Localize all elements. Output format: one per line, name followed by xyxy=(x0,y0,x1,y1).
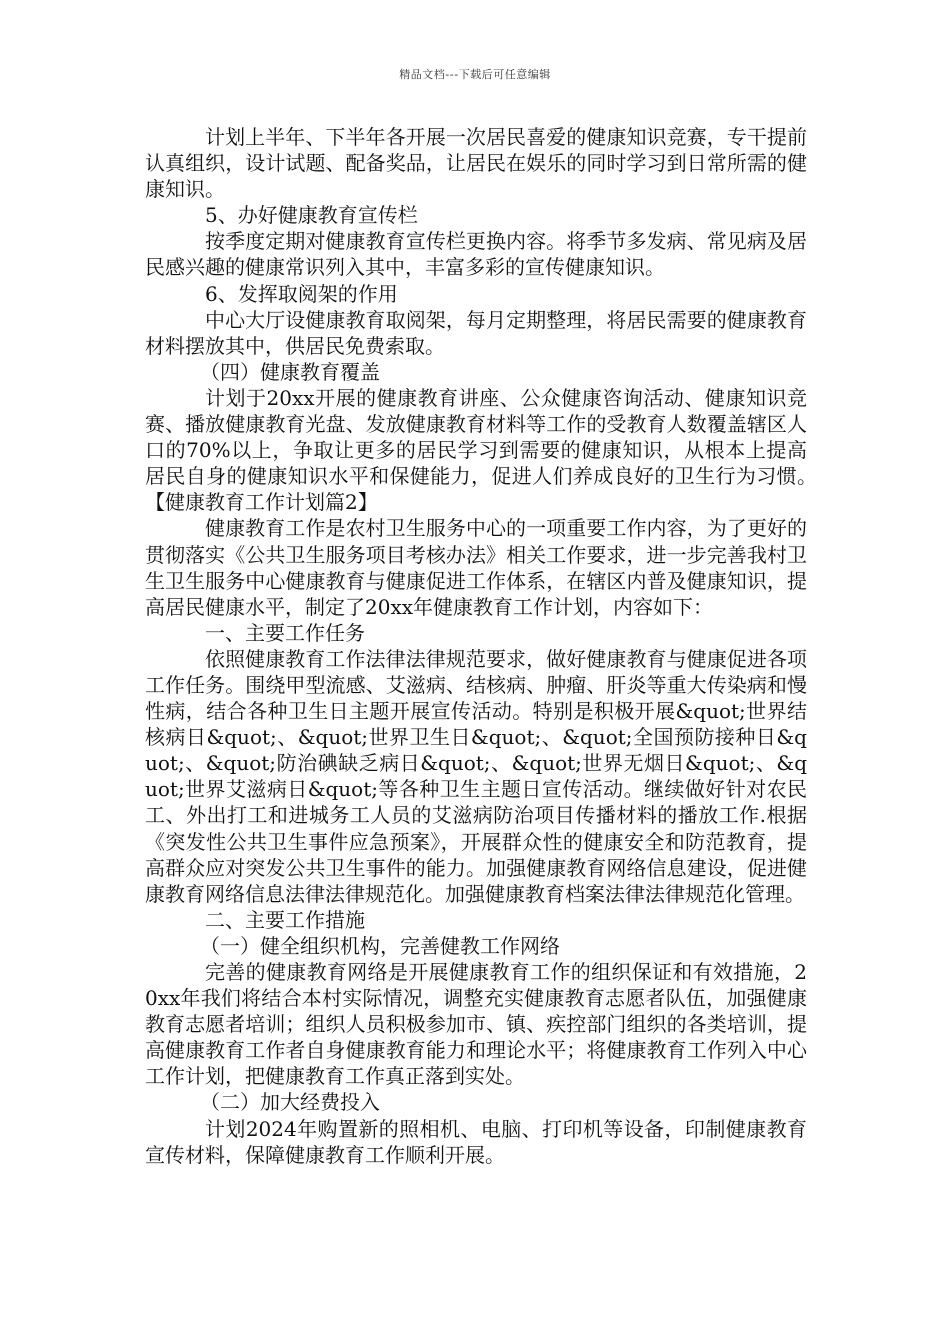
paragraph-funding: 计划2024年购置新的照相机、电脑、打印机等设备，印制健康教育宣传材料，保障健康教育工作顺利开展。 xyxy=(145,1116,807,1167)
paragraph-intro-plan-2: 健康教育工作是农村卫生服务中心的一项重要工作内容，为了更好的贯彻落实《公共卫生服务项目考核办法》相关工作要求，进一步完善我村卫生卫生服务中心健康教育与健康促进工作体系，在辖区内普及健康知识，提高居民健康水平，制定了20xx年健康教育工作计划，内容如下： xyxy=(145,516,807,619)
document-body xyxy=(145,124,847,1168)
paragraph-bulletin-board: 按季度定期对健康教育宣传栏更换内容。将季节多发病、常见病及居民感兴趣的健康常识列入其中，丰富多彩的宣传健康知识。 xyxy=(145,229,807,280)
heading-reading-rack: 6、发挥取阅架的作用 xyxy=(205,281,398,306)
paragraph-reading-rack: 中心大厅设健康教育取阅架，每月定期整理，将居民需要的健康教育材料摆放其中，供居民免费索取。 xyxy=(145,307,807,358)
paragraph-main-tasks: 依照健康教育工作法律法律规范要求，做好健康教育与健康促进各项工作任务。围绕甲型流感、艾滋病、结核病、肿瘤、肝炎等重大传染病和慢性病，结合各种卫生日主题开展宣传活动。特别是积极开展&quot;世界结核病日&quot;、&quot;世界卫生日&quot;、&quot;全国预防接种日&quot;、&quot;防治碘缺乏病日&quot;、&quot;世界无烟日&quot;、&quot;世界艾滋病日&quot;等各种卫生主题日宣传活动。继续做好针对农民工、外出打工和进城务工人员的艾滋病防治项目传播材料的播放工作.根据《突发性公共卫生事件应急预案》，开展群众性的健康安全和防范教育，提高群众应对突发公共卫生事件的能力。加强健康教育网络信息建设，促进健康教育网络信息法律法律规范化。加强健康教育档案法律法律规范化管理。 xyxy=(145,646,807,906)
heading-bulletin-board: 5、办好健康教育宣传栏 xyxy=(205,203,418,228)
paragraph-organization: 完善的健康教育网络是开展健康教育工作的组织保证和有效措施，20xx年我们将结合本村实际情况，调整充实健康教育志愿者队伍，加强健康教育志愿者培训；组织人员积极参加市、镇、疾控部门组织的各类培训，提高健康教育工作者自身健康教育能力和理论水平；将健康教育工作列入中心工作计划，把健康教育工作真正落到实处。 xyxy=(145,960,807,1089)
heading-main-measures: 二、主要工作措施 xyxy=(205,907,365,932)
heading-organization: （一）健全组织机构，完善健教工作网络 xyxy=(200,933,560,958)
paragraph-knowledge-contest: 计划上半年、下半年各开展一次居民喜爱的健康知识竞赛，专干提前认真组织，设计试题、配备奖品，让居民在娱乐的同时学习到日常所需的健康知识。 xyxy=(145,125,807,202)
heading-funding: （二）加大经费投入 xyxy=(200,1090,380,1115)
paragraph-coverage: 计划于20xx开展的健康教育讲座、公众健康咨询活动、健康知识竞赛、播放健康教育光盘、发放健康教育材料等工作的受教育人数覆盖辖区人口的70%以上，争取让更多的居民学习到需要的健康知识，从根本上提高居民自身的健康知识水平和保健能力，促进人们养成良好的卫生行为习惯。 【健康教育工作计划篇2】 xyxy=(145,385,847,515)
heading-coverage: （四）健康教育覆盖 xyxy=(200,359,380,384)
page-header: 精品文档---下载后可任意编辑 xyxy=(399,68,551,81)
heading-main-tasks: 一、主要工作任务 xyxy=(205,620,365,645)
